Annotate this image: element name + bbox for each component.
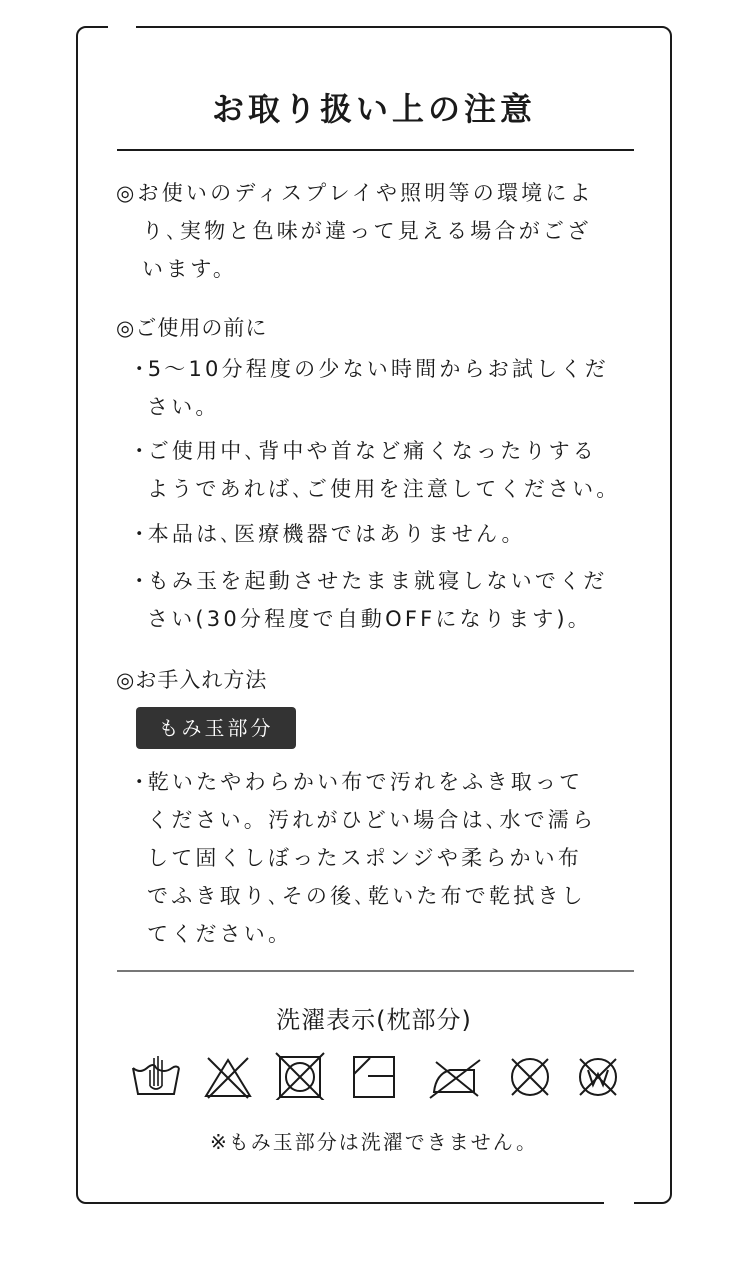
- washing-note: ※もみ玉部分は洗濯できません。: [210, 1130, 538, 1154]
- washing-divider: [117, 970, 634, 972]
- care-line-4: でふき取り､その後､乾いた布で乾拭きし: [147, 884, 586, 908]
- before-use-item-1-line-1: ･5～10分程度の少ない時間からお試しくだ: [134, 357, 609, 381]
- care-line-2: ください。汚れがひどい場合は､水で濡ら: [147, 808, 597, 832]
- iron-crossed-icon: [426, 1052, 484, 1100]
- care-heading: ◎お手入れ方法: [116, 668, 268, 692]
- care-line-1: ･乾いたやわらかい布で汚れをふき取って: [134, 770, 584, 794]
- care-line-5: てください。: [147, 922, 293, 946]
- before-use-item-1-line-2: さい。: [147, 395, 220, 419]
- no-tumble-dry-icon: [274, 1052, 326, 1100]
- no-wet-clean-icon: [572, 1052, 624, 1100]
- washing-title: 洗濯表示(枕部分): [276, 1006, 472, 1034]
- before-use-item-2-line-2: ようであれば､ご使用を注意してください。: [147, 477, 621, 501]
- care-tag: もみ玉部分: [136, 707, 296, 749]
- page-title: お取り扱い上の注意: [211, 90, 536, 128]
- before-use-item-4-line-1: ･もみ玉を起動させたまま就寝しないでくだ: [134, 569, 608, 593]
- title-divider: [117, 149, 634, 151]
- washing-symbols: [126, 1052, 626, 1102]
- notice-line-2: り､実物と色味が違って見える場合がござ: [142, 219, 592, 243]
- hand-wash-icon: [130, 1052, 182, 1100]
- shade-dry-flat-icon: [348, 1052, 400, 1100]
- before-use-item-2-line-1: ･ご使用中､背中や首など痛くなったりする: [134, 439, 597, 463]
- notice-line-1: ◎お使いのディスプレイや照明等の環境によ: [116, 181, 594, 205]
- before-use-item-3: ･本品は､医療機器ではありません。: [134, 522, 526, 546]
- before-use-heading: ◎ご使用の前に: [116, 316, 268, 340]
- care-line-3: して固くしぼったスポンジや柔らかい布: [147, 846, 583, 870]
- no-bleach-icon: [202, 1052, 254, 1100]
- no-dry-clean-icon: [504, 1052, 556, 1100]
- frame-gap-top: [108, 22, 136, 32]
- frame-gap-bottom: [604, 1198, 634, 1208]
- notice-line-3: います。: [142, 257, 238, 281]
- before-use-item-4-line-2: さい(30分程度で自動OFFになります)。: [147, 607, 592, 631]
